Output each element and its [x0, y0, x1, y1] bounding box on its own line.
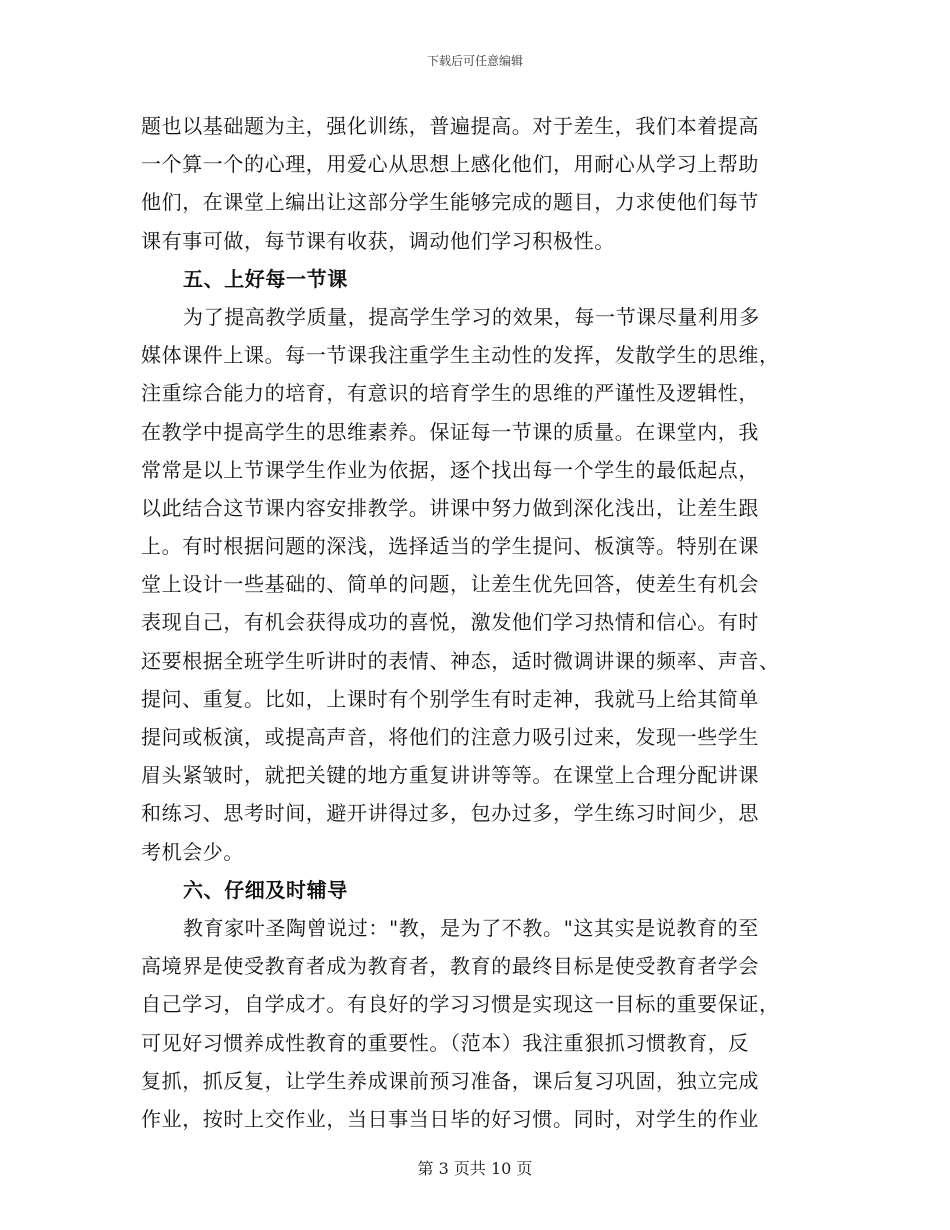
body-line: 作业，按时上交作业，当日事当日毕的好习惯。同时，对学生的作业 [141, 1106, 759, 1131]
body-line: 以此结合这节课内容安排教学。讲课中努力做到深化浅出，让差生跟 [141, 495, 759, 520]
page-number: 第 3 页共 10 页 [417, 1159, 533, 1178]
body-line: 常常是以上节课学生作业为依据，逐个找出每一个学生的最低起点， [141, 457, 759, 482]
body-line: 他们，在课堂上编出让这部分学生能够完成的题目，力求使他们每节 [141, 190, 759, 215]
body-line: 考机会少。 [141, 839, 244, 864]
body-line: 表现自己，有机会获得成功的喜悦，激发他们学习热情和信心。有时 [141, 610, 759, 635]
body-line: 注重综合能力的培育，有意识的培育学生的思维的严谨性及逻辑性， [141, 381, 759, 406]
body-line: 提问、重复。比如，上课时有个别学生有时走神，我就马上给其简单 [141, 686, 759, 711]
page-header: 下载后可任意编辑 [426, 54, 523, 68]
body-line: 上。有时根据问题的深浅，选择适当的学生提问、板演等。特别在课 [141, 534, 759, 559]
body-line: 还要根据全班学生听讲时的表情、神态，适时微调讲课的频率、声音、 [141, 648, 780, 673]
body-line: 眉头紧皱时，就把关键的地方重复讲讲等等。在课堂上合理分配讲课 [141, 763, 759, 788]
body-line: 题也以基础题为主，强化训练，普遍提高。对于差生，我们本着提高 [141, 114, 759, 138]
body-line: 堂上设计一些基础的、简单的问题，让差生优先回答，使差生有机会 [141, 572, 759, 597]
body-line: 教育家叶圣陶曾说过："教，是为了不教。"这其实是说教育的至 [183, 915, 759, 940]
body-line: 为了提高教学质量，提高学生学习的效果，每一节课尽量利用多 [183, 304, 760, 329]
body-line: 媒体课件上课。每一节课我注重学生主动性的发挥，发散学生的思维， [141, 343, 780, 368]
body-line: 课有事可做，每节课有收获，调动他们学习积极性。 [141, 228, 615, 253]
section-heading: 六、仔细及时辅导 [183, 877, 348, 902]
body-line: 提问或板演，或提高声音，将他们的注意力吸引过来，发现一些学生 [141, 725, 759, 749]
body-line: 和练习、思考时间，避开讲得过多，包办过多，学生练习时间少，思 [141, 801, 759, 826]
body-line: 复抓，抓反复，让学生养成课前预习准备，课后复习巩固，独立完成 [141, 1068, 759, 1093]
body-line: 在教学中提高学生的思维素养。保证每一节课的质量。在课堂内，我 [141, 419, 759, 444]
section-heading: 五、上好每一节课 [183, 266, 348, 291]
body-line: 高境界是使受教育者成为教育者，教育的最终目标是使受教育者学会 [141, 954, 759, 979]
body-line: 自己学习，自学成才。有良好的学习习惯是实现这一目标的重要保证， [141, 992, 780, 1017]
document-body [141, 107, 811, 1138]
body-line: 可见好习惯养成性教育的重要性。（范本）我注重狠抓习惯教育，反 [141, 1030, 749, 1055]
body-line: 一个算一个的心理，用爱心从思想上感化他们，用耐心从学习上帮助 [141, 152, 759, 177]
